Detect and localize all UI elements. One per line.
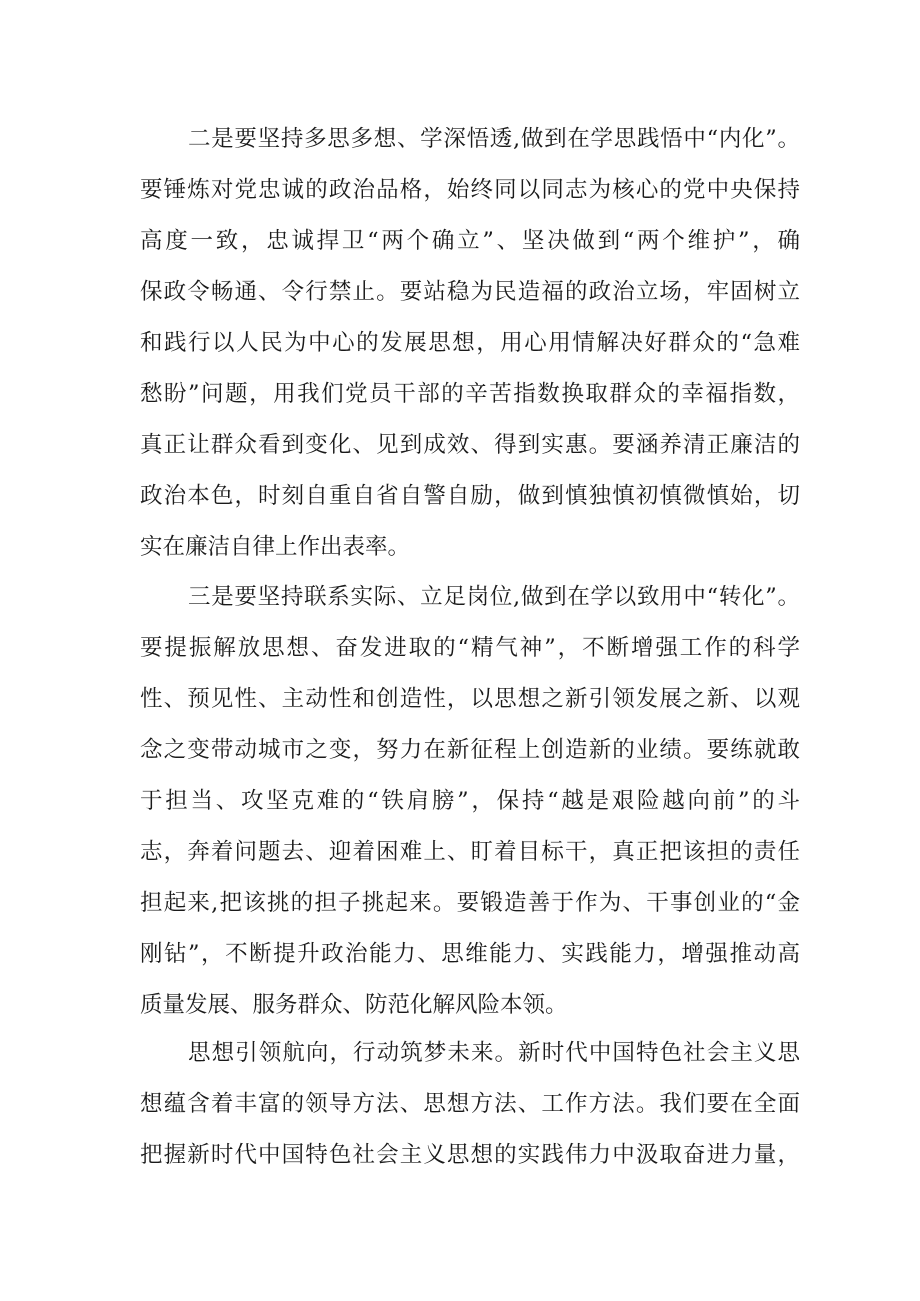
paragraph-line: 真正让群众看到变化、见到成效、得到实惠。要涵养清正廉洁的 (140, 432, 800, 458)
paragraph-line: 念之变带动城市之变，努力在新征程上创造新的业绩。要练就敢 (140, 737, 800, 763)
paragraph-line: 要提振解放思想、奋发进取的“精气神”，不断增强工作的科学 (140, 635, 800, 661)
paragraph-line: 实在廉洁自律上作出表率。 (140, 534, 411, 560)
paragraph-line: 刚钻”，不断提升政治能力、思维能力、实践能力，增强推动高 (140, 941, 800, 967)
paragraph-line: 把握新时代中国特色社会主义思想的实践伟力中汲取奋进力量， (140, 1142, 800, 1168)
paragraph-line: 高度一致，忠诚捍卫“两个确立”、坚决做到“两个维护”，确 (140, 228, 800, 254)
paragraph-point-two (140, 114, 800, 573)
paragraph-line: 于担当、攻坚克难的“铁肩膀”，保持“越是艰险越向前”的斗 (140, 788, 800, 814)
paragraph-conclusion (140, 1028, 800, 1181)
paragraph-line: 担起来,把该挑的担子挑起来。要锻造善于作为、干事创业的“金 (140, 890, 800, 916)
paragraph-line: 三是要坚持联系实际、立足岗位,做到在学以致用中“转化”。 (188, 584, 800, 610)
paragraph-line: 思想引领航向，行动筑梦未来。新时代中国特色社会主义思 (188, 1040, 800, 1066)
paragraph-line: 二是要坚持多思多想、学深悟透,做到在学思践悟中“内化”。 (188, 126, 800, 152)
paragraph-line: 政治本色，时刻自重自省自警自励，做到慎独慎初慎微慎始，切 (140, 483, 800, 509)
paragraph-line: 要锤炼对党忠诚的政治品格，始终同以同志为核心的党中央保持 (140, 177, 800, 203)
paragraph-line: 和践行以人民为中心的发展思想，用心用情解决好群众的“急难 (140, 330, 800, 356)
paragraph-line: 志，奔着问题去、迎着困难上、盯着目标干，真正把该担的责任 (140, 839, 800, 865)
paragraph-line: 保政令畅通、令行禁止。要站稳为民造福的政治立场，牢固树立 (140, 279, 800, 305)
paragraph-line: 性、预见性、主动性和创造性，以思想之新引领发展之新、以观 (140, 686, 800, 712)
paragraph-line: 想蕴含着丰富的领导方法、思想方法、工作方法。我们要在全面 (140, 1091, 800, 1117)
paragraph-line: 质量发展、服务群众、防范化解风险本领。 (140, 992, 568, 1018)
paragraph-point-three (140, 572, 800, 1031)
paragraph-line: 愁盼”问题，用我们党员干部的辛苦指数换取群众的幸福指数， (140, 381, 800, 407)
